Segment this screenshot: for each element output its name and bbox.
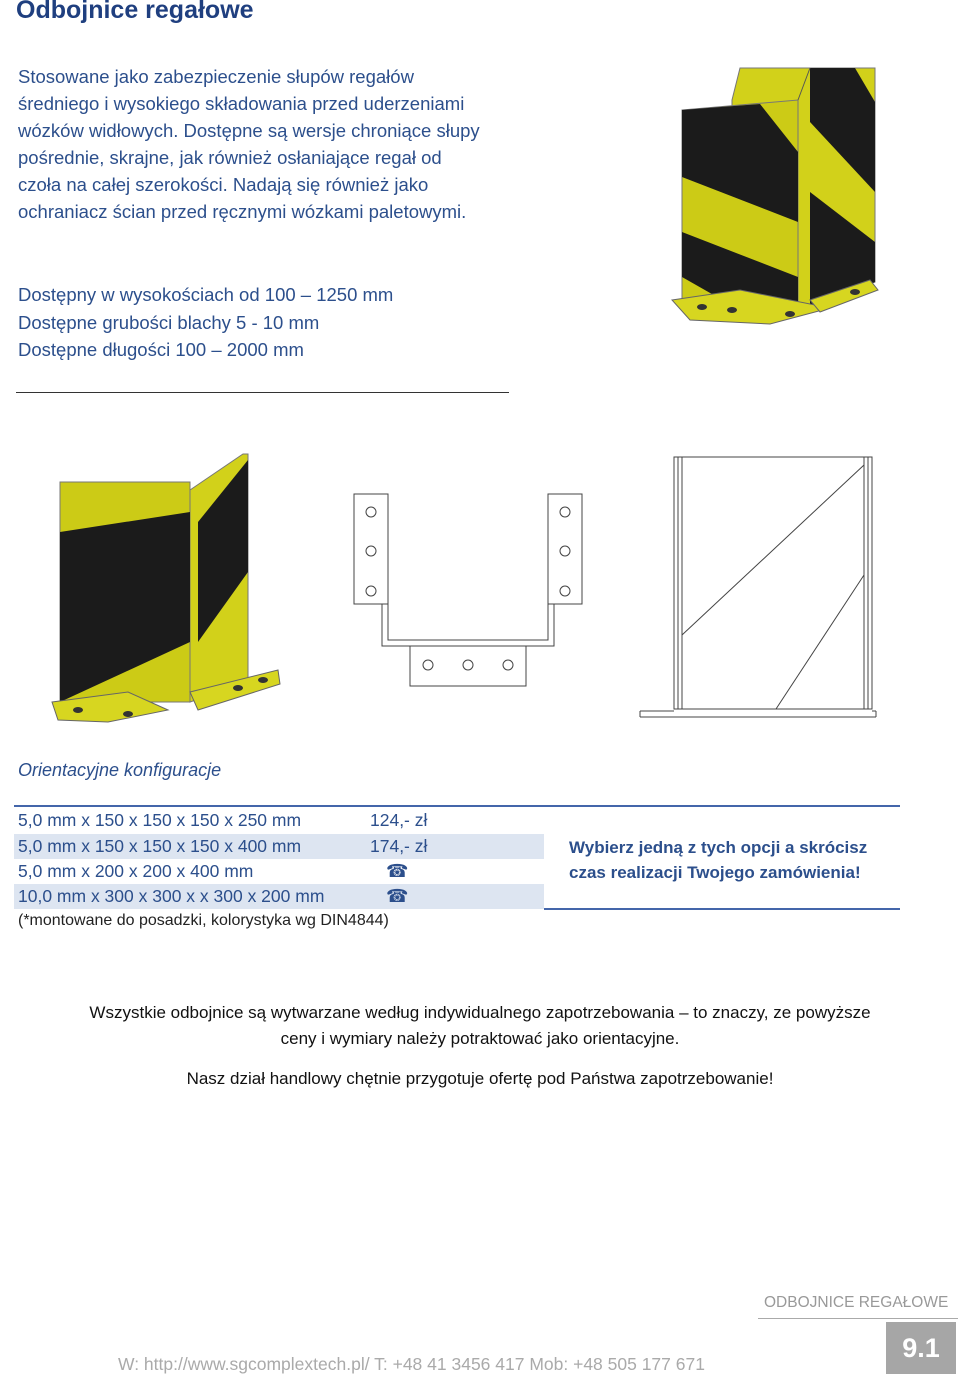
footer-rule xyxy=(758,1318,958,1319)
phone-icon: ☎ xyxy=(386,861,409,881)
disclaimer xyxy=(20,1000,940,1052)
technical-drawing-top-view xyxy=(350,490,586,690)
disclaimer-line: ceny i wymiary należy potraktować jako orientacyjne. xyxy=(280,1029,680,1048)
spec-thickness: Dostępne grubości blachy 5 - 10 mm xyxy=(18,311,320,333)
phone-icon: ☎ xyxy=(386,886,409,906)
cta-line: czas realizacji Twojego zamówienia! xyxy=(569,863,861,882)
config-row xyxy=(14,834,544,859)
spec-list xyxy=(18,281,498,364)
page-number: 9.1 xyxy=(886,1322,956,1374)
config-spec: 10,0 mm x 300 x 300 x x 300 x 200 mm xyxy=(18,886,325,906)
config-spec: 5,0 mm x 200 x 200 x 400 mm xyxy=(18,861,254,881)
config-spec: 5,0 mm x 150 x 150 x 150 x 400 mm xyxy=(18,836,302,856)
mounting-note: (*montowane do posadzki, kolorystyka wg DIN4844) xyxy=(18,912,389,929)
config-price: 124,- zł xyxy=(370,810,428,830)
divider xyxy=(16,392,509,393)
config-price: 174,- zł xyxy=(370,836,428,856)
footer-contact: W: http://www.sgcomplextech.pl/ T: +48 41 3456 417 Mob: +48 505 177 671 xyxy=(118,1354,705,1374)
spec-length: Dostępne długości 100 – 2000 mm xyxy=(18,339,304,360)
corner-guard-image-bottom xyxy=(48,452,283,724)
call-to-action xyxy=(569,835,867,885)
footer-section-label: ODBOJNICE REGAŁOWE xyxy=(764,1294,949,1311)
orientation-heading: Orientacyjne konfiguracje xyxy=(18,760,222,780)
corner-guard-image-top xyxy=(670,62,880,326)
config-row xyxy=(14,884,544,909)
offer-text: Nasz dział handlowy chętnie przygotuje ofertę pod Państwa zapotrzebowanie! xyxy=(186,1069,774,1088)
cta-line: Wybierz jedną z tych opcji a skrócisz xyxy=(569,838,868,857)
config-spec: 5,0 mm x 150 x 150 x 150 x 250 mm xyxy=(18,810,302,830)
spec-height: Dostępny w wysokościach od 100 – 1250 mm xyxy=(18,284,394,305)
technical-drawing-front-view xyxy=(636,455,882,721)
disclaimer-line: Wszystkie odbojnice są wytwarzane według indywidualnego zapotrzebowania – to znaczy, ze powyższe xyxy=(89,1003,871,1022)
table-top-rule xyxy=(14,805,900,807)
intro-paragraph: Stosowane jako zabezpieczenie słupów regałów średniego i wysokiego składowania przed uderzeniami wózków widłowych. Dostępne są wersje chroniące słupy pośrednie, skrajne, jak również osłaniające regał od czoła na całej szerokości. Nadają się również jako ochraniacz ścian przed ręcznymi wózkami paletowymi. xyxy=(18,66,480,222)
table-bottom-rule xyxy=(544,908,900,910)
page-title: Odbojnice regałowe xyxy=(16,0,254,24)
